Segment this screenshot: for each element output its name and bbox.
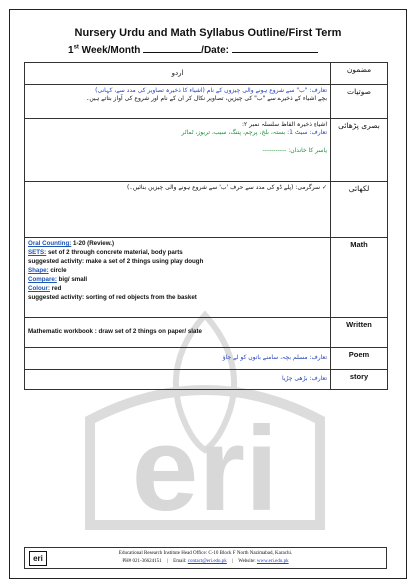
math-colour [28, 285, 327, 294]
footer-email-link[interactable]: contact@eri.edu.pk [187, 559, 227, 564]
page-title: Nursery Urdu and Math Syllabus Outline/First Term [74, 27, 342, 39]
colour-value: red [50, 284, 62, 292]
footer-contact: PH# 021-36624151 | Email: contact@eri.edu.pk | Website: www.eri.edu.pk [122, 559, 289, 564]
table-row-basri [25, 119, 388, 182]
basri-line2 [28, 129, 327, 137]
math-activity2: suggested activity: sorting of red objects from the basket [28, 293, 197, 301]
shape-label: Shape: [28, 266, 49, 274]
compare-label: Compare: [28, 275, 57, 283]
table-row-written [25, 318, 388, 348]
footer-web-link[interactable]: www.eri.edu.pk [256, 559, 289, 564]
eri-logo: eri [29, 551, 47, 566]
oral-value: 1-20 (Review.) [71, 240, 115, 247]
subject-likhai: لکھائی [331, 182, 388, 238]
basri-line3: یاسر کا خاندان: ----------- [262, 147, 327, 155]
table-row-sotiyat [25, 85, 388, 119]
basri-set-label: تعارف: سیٹ 1: [285, 129, 327, 137]
subject-header: مضمون [331, 63, 388, 85]
story-content: تعارف: بڑھی چڑیا [25, 370, 331, 390]
math-activity1: suggested activity: make a set of 2 things using play dough [28, 257, 204, 265]
table-row-story [25, 370, 388, 390]
sets-label: SETS: [28, 248, 47, 256]
subject-sotiyat: صوتیات [331, 85, 388, 119]
week-number: 1 [68, 45, 74, 56]
footer-address: Educational Research Institute Head Office: C-10 Block F North Nazimabad, Karachi. [118, 551, 293, 556]
week-label: Week/Month [78, 45, 144, 56]
date-blank [232, 43, 318, 53]
math-compare [28, 276, 327, 285]
math-shape [28, 267, 327, 276]
week-ordinal: st [73, 44, 79, 51]
shape-value: circle [48, 266, 67, 274]
footer-email-label: Email: [173, 559, 188, 564]
subject-written: Written [331, 318, 388, 348]
subject-story: story [331, 370, 388, 390]
content-header: اردو [25, 63, 331, 85]
colour-label: Colour: [28, 284, 50, 292]
math-oral [28, 240, 327, 249]
math-content [25, 238, 331, 318]
likhai-content [25, 182, 331, 238]
likhai-line1: سرگرمی: (پلے ڈو کی مدد سے حرف 'ب' سے شروع ہونے والی چیزیں بنائیں۔) [126, 184, 321, 191]
sets-value: set of 2 through concrete material, body parts [46, 248, 183, 256]
poem-content: تعارف: مسلم بچہ، سامنے باتوں کو لے جاؤ [25, 348, 331, 370]
sotiyat-line1: تعارف: "ب" سے شروع ہونے والی چیزوں کے نام (اشیاء کا ذخیرہ تصاویر کی مدد سے، کہانی) [95, 87, 327, 94]
sotiyat-content [25, 85, 331, 119]
subject-poem: Poem [331, 348, 388, 370]
compare-value: big/ small [56, 275, 88, 283]
syllabus-table [24, 62, 388, 390]
date-label: /Date: [201, 45, 232, 56]
basri-set-words: بستہ، بلخ، پرچم، پتنگ، سیب، تربوز، ٹماٹر [181, 129, 286, 137]
week-date-line [68, 43, 318, 56]
footer [24, 547, 387, 569]
table-header-row [25, 63, 388, 85]
month-blank [143, 43, 201, 53]
table-row-likhai [25, 182, 388, 238]
written-content: Mathematic workbook : draw set of 2 things on paper/ slate [25, 318, 331, 348]
sotiyat-line2: بچے اشیاء کے ذخیرے سے "ب" کی چیزیں، تصاویر نکال کر ان کے نام اور شروع کی آواز بتاتے ہیں۔ [85, 95, 327, 103]
subject-math: Math [331, 238, 388, 318]
check-icon: ✓ [321, 184, 327, 191]
oral-label: Oral Counting: [28, 240, 72, 247]
math-sets [28, 249, 327, 258]
footer-phone: PH# 021-36624151 [122, 559, 162, 564]
table-row-math [25, 238, 388, 318]
footer-web-label: Website: [238, 559, 257, 564]
watermark-text: eri [131, 402, 279, 535]
subject-basri: بصری پڑھائی [331, 119, 388, 182]
table-row-poem [25, 348, 388, 370]
basri-line1: اشیاءِ ذخیرہ الفاظ سلسلہ نمبر ۲: [241, 121, 327, 128]
basri-content [25, 119, 331, 182]
